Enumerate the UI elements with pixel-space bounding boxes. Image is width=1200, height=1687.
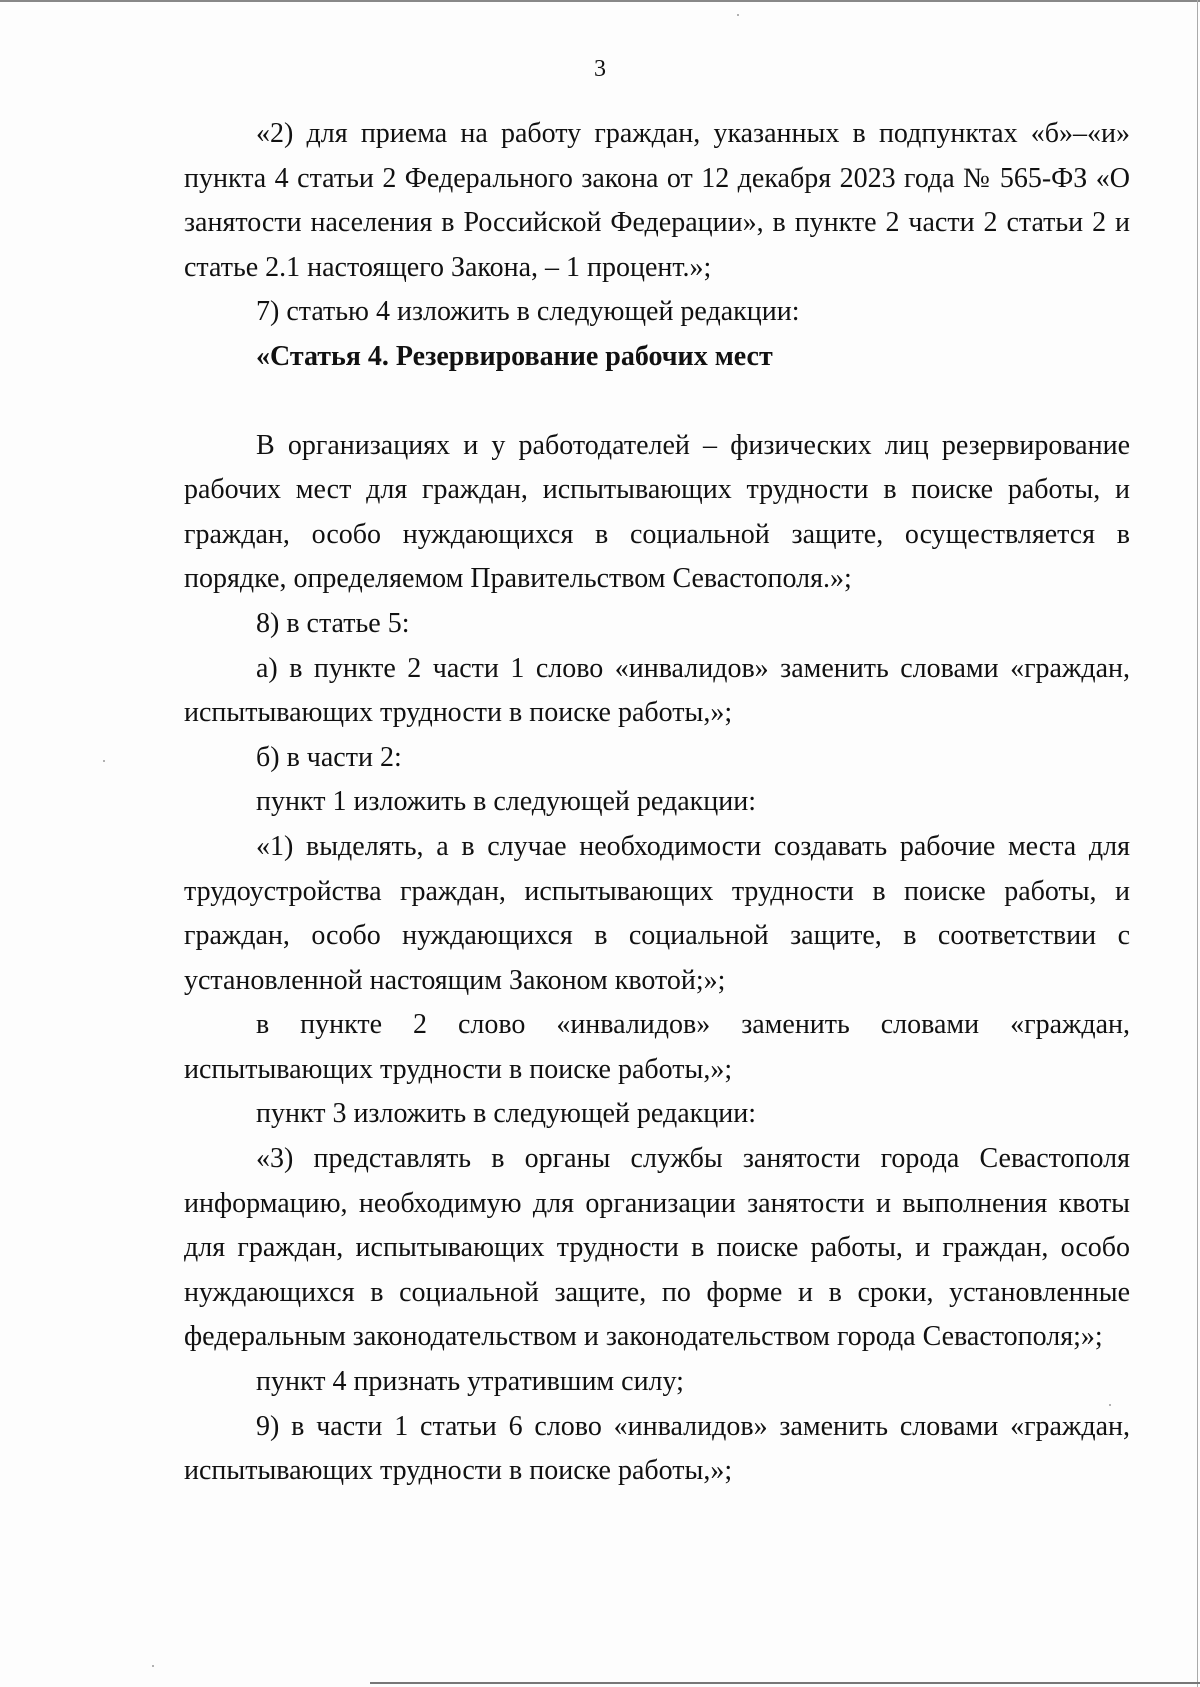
paragraph-item-7: 7) статью 4 изложить в следующей редакции: [256,296,800,328]
paragraph-point-1-text: «1) выделять, а в случае необходимости создавать рабочие места для трудоустройства граждан, испытывающих трудности в поиске работы, и граждан, особо нуждающихся в социальной защите, в соответствии с установленной настоящим Законом квотой;»; [184,830,1130,996]
paragraph-point-3-intro: пункт 3 изложить в следующей редакции: [256,1098,756,1130]
scan-speck [103,760,105,762]
paragraph-point-3-text: «3) представлять в органы службы занятости города Севастополя информацию, необходимую для организации занятости и выполнения квоты для граждан, испытывающих трудности в поиске работы, и граждан, особо нуждающихся в социальной защите, по форме и в сроки, установленные федеральным законодательством и законодательством города Севастополя;»; [184,1143,1130,1353]
page-number: 3 [594,56,606,82]
paragraph-quota-item-2: «2) для приема на работу граждан, указанных в подпунктах «б»–«и» пункта 4 статьи 2 Федерального закона от 12 декабря 2023 года № 565-ФЗ «О занятости населения в Российской Федерации», в пункте 2 части 2 статьи 2 и статье 2.1 настоящего Закона, – 1 процент.»; [184,118,1130,283]
paragraph-subitem-a: а) в пункте 2 части 1 слово «инвалидов» заменить словами «граждан, испытывающих трудности в поиске работы,»; [184,652,1130,729]
scan-speck [152,1665,154,1667]
heading-spacer [184,380,1130,424]
scan-speck [1109,1404,1111,1406]
paragraph-point-4: пункт 4 признать утратившим силу; [256,1366,684,1398]
paragraph-subitem-b: б) в части 2: [256,741,402,773]
document-body [184,112,1130,1494]
scan-edge-top [0,0,1200,2]
paragraph-point-1-intro: пункт 1 изложить в следующей редакции: [256,786,756,818]
scan-speck [737,14,739,16]
article-4-heading: «Статья 4. Резервирование рабочих мест [256,340,773,372]
paragraph-article-4-text: В организациях и у работодателей – физических лиц резервирование рабочих мест для граждан, испытывающих трудности в поиске работы, и граждан, особо нуждающихся в социальной защите, осуществляется в порядке, определяемом Правительством Севастополя.»; [184,429,1130,595]
paragraph-item-9: 9) в части 1 статьи 6 слово «инвалидов» заменить словами «граждан, испытывающих трудности в поиске работы,»; [184,1410,1130,1487]
paragraph-item-8: 8) в статье 5: [256,607,410,639]
scan-edge-right [1197,0,1198,1687]
paragraph-point-2: в пункте 2 слово «инвалидов» заменить словами «граждан, испытывающих трудности в поиске работы,»; [184,1009,1130,1085]
scan-edge-bottom [370,1682,1200,1684]
